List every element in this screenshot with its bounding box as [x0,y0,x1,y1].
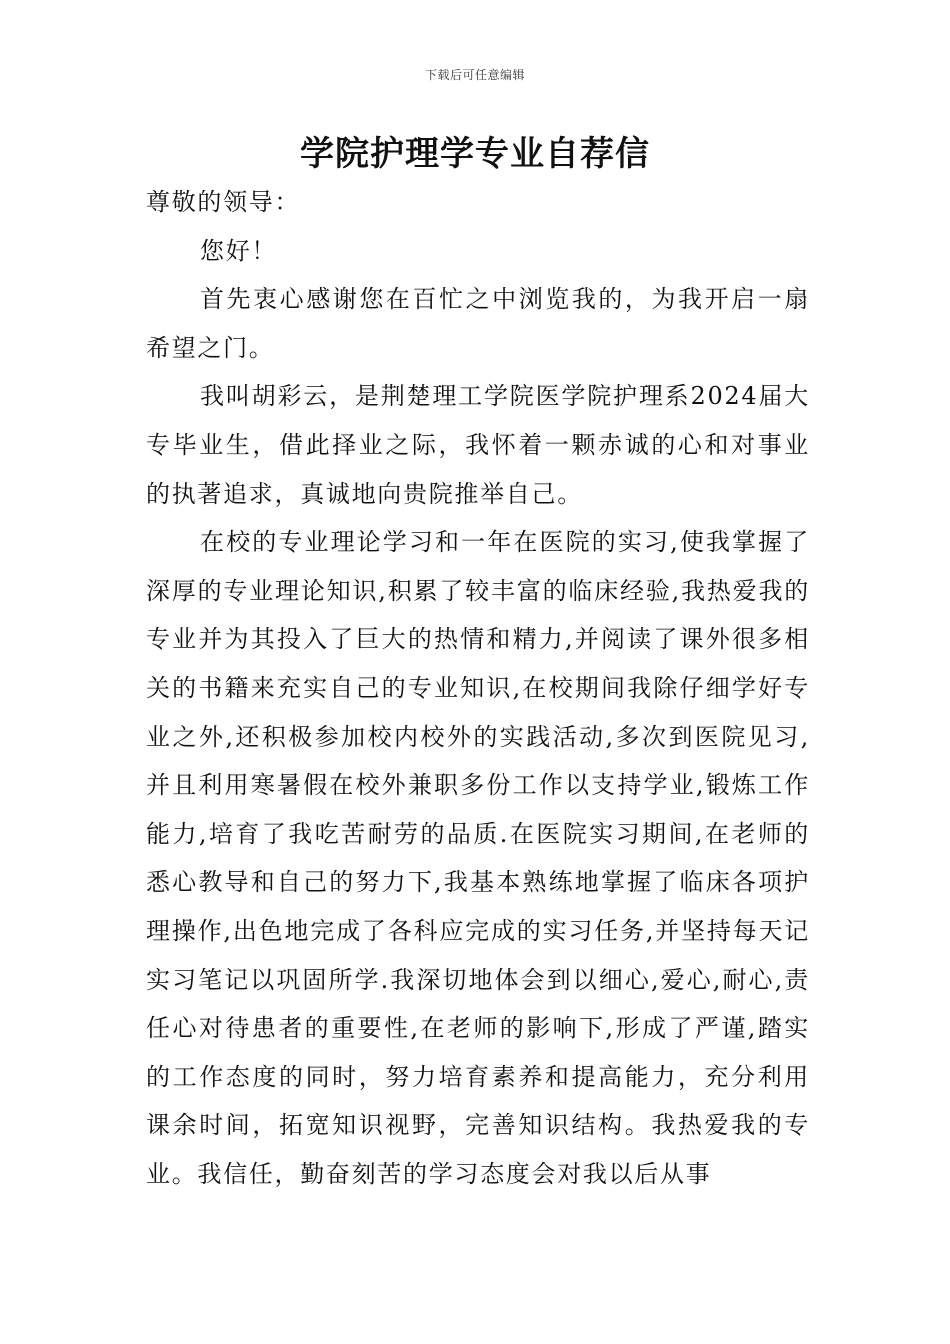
letter-body [146,178,810,1198]
salutation: 尊敬的领导： [146,188,301,216]
paragraph-experience: 在校的专业理论学习和一年在医院的实习,使我掌握了深厚的专业理论知识,积累了较丰富的临床经验,我热爱我的专业并为其投入了巨大的热情和精力,并阅读了课外很多相关的书籍来充实自己的专业知识,在校期间我除仔细学好专业之外,还积极参加校内校外的实践活动,多次到医院见习,并且利用寒暑假在校外兼职多份工作以支持学业,锻炼工作能力,培育了我吃苦耐劳的品质.在医院实习期间,在老师的悉心教导和自己的努力下,我基本熟练地掌握了临床各项护理操作,出色地完成了各科应完成的实习任务,并坚持每天记实习笔记以巩固所学.我深切地体会到以细心,爱心,耐心,责任心对待患者的重要性,在老师的影响下,形成了严谨,踏实的工作态度的同时，努力培育素养和提高能力，充分利用课余时间，拓宽知识视野，完善知识结构。我热爱我的专业。我信任，勤奋刻苦的学习态度会对我以后从事 [146,528,810,1188]
paragraph-gratitude: 首先衷心感谢您在百忙之中浏览我的，为我开启一扇希望之门。 [146,285,810,362]
document-title: 学院护理学专业自荐信 [300,134,650,174]
paragraph-introduction: 我叫胡彩云，是荆楚理工学院医学院护理系2024届大专毕业生，借此择业之际，我怀着一颗赤诚的心和对事业的执著追求，真诚地向贵院推举自己。 [146,382,810,508]
greeting: 您好！ [200,236,278,265]
header-note: 下载后可任意编辑 [424,68,525,82]
